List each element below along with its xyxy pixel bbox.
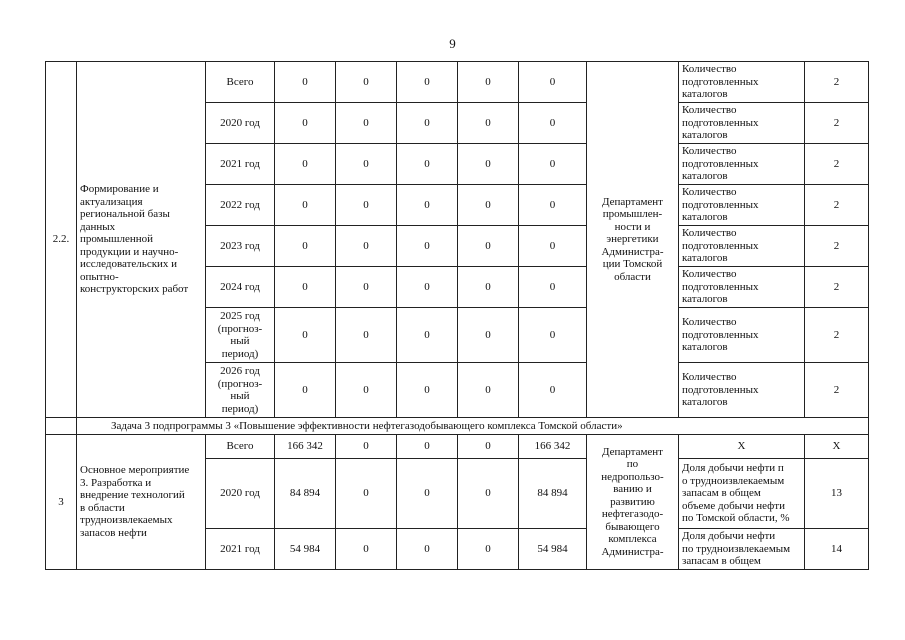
executor-line: бывающего [605, 520, 660, 533]
indicator-line: о трудноизвлекаемым [682, 474, 785, 487]
target-cell: 2 [805, 103, 869, 144]
target-cell: 2 [805, 308, 869, 363]
executor-cell [587, 62, 679, 418]
value-cell: 0 [336, 363, 397, 418]
year-cell [206, 62, 275, 103]
indicator-line: Количество [682, 104, 737, 117]
value-cell: 0 [519, 62, 587, 103]
year-cell [206, 144, 275, 185]
year-cell [206, 103, 275, 144]
value-cell: 0 [458, 267, 519, 308]
value-cell: 0 [397, 144, 458, 185]
activity-title-line: актуализация [80, 195, 143, 208]
value-cell: 0 [519, 363, 587, 418]
target-cell: Х [805, 435, 869, 459]
executor-line: Департамент [601, 195, 663, 208]
executor-line: Департамент [601, 445, 663, 458]
value-cell: 0 [519, 308, 587, 363]
year-cell [206, 435, 275, 459]
year-cell [206, 267, 275, 308]
indicator-line: каталогов [682, 396, 728, 409]
indicator-line: запасам в общем [682, 555, 761, 567]
indicator-line: подготовленных [682, 328, 759, 341]
year-line: 2024 год [220, 280, 260, 293]
indicator-line: Количество [682, 268, 737, 281]
indicator-line: Количество [682, 145, 737, 158]
value-cell: 0 [397, 226, 458, 267]
indicator-cell [679, 363, 805, 418]
value-cell: 0 [275, 226, 336, 267]
value-cell: 0 [336, 62, 397, 103]
year-line: 2023 год [220, 239, 260, 252]
value-cell: 0 [336, 529, 397, 570]
program-table [45, 61, 869, 570]
indicator-line: Количество [682, 63, 737, 76]
activity-title-line: продукции и научно- [80, 245, 179, 258]
table-row [46, 435, 869, 459]
value-cell: 0 [275, 62, 336, 103]
value-cell: 166 342 [275, 435, 336, 459]
indicator-line: Количество [682, 227, 737, 240]
indicator-line: Количество [682, 316, 737, 329]
activity-title-line: 3. Разработка и [80, 476, 152, 489]
value-cell: 0 [397, 363, 458, 418]
executor-line: комплекса [608, 533, 657, 545]
indicator-cell [679, 459, 805, 529]
activity-title-line: конструкторских работ [80, 283, 189, 296]
value-cell: 0 [458, 103, 519, 144]
executor-line: ции Томской [602, 258, 663, 271]
indicator-line: подготовленных [682, 116, 759, 129]
indicator-cell [679, 435, 805, 459]
value-cell: 0 [275, 363, 336, 418]
year-cell [206, 185, 275, 226]
executor-line: ности и [614, 220, 651, 233]
value-cell: 0 [336, 185, 397, 226]
value-cell: 0 [397, 103, 458, 144]
indicator-line: подготовленных [682, 75, 759, 88]
indicator-line: каталогов [682, 252, 728, 265]
year-cell [206, 308, 275, 363]
value-cell: 0 [336, 435, 397, 459]
indicator-line: подготовленных [682, 239, 759, 252]
executor-line: недропользо- [601, 470, 664, 483]
year-line: период) [221, 402, 259, 415]
year-line: (прогноз- [217, 322, 263, 335]
executor-line: области [614, 270, 651, 283]
indicator-cell [679, 103, 805, 144]
year-cell [206, 226, 275, 267]
value-cell: 0 [519, 185, 587, 226]
indicator-cell [679, 267, 805, 308]
table-row [46, 62, 869, 103]
indicator-cell [679, 144, 805, 185]
value-cell: 0 [336, 226, 397, 267]
indicator-line: по Томской области, % [682, 512, 790, 525]
value-cell: 0 [458, 308, 519, 363]
indicator-line: Количество [682, 371, 737, 384]
indicator-line: подготовленных [682, 198, 759, 211]
target-cell: 2 [805, 267, 869, 308]
value-cell: 0 [397, 459, 458, 529]
executor-line: промышлен- [602, 208, 663, 221]
activity-title-line: региональной базы [80, 208, 170, 221]
task-header-row [46, 418, 869, 435]
year-line: период) [221, 347, 259, 360]
indicator-line: каталогов [682, 170, 728, 183]
executor-line: Администра- [601, 245, 664, 258]
value-cell: 84 894 [275, 459, 336, 529]
indicator-line: Количество [682, 186, 737, 199]
value-cell: 0 [519, 144, 587, 185]
year-cell [206, 363, 275, 418]
value-cell: 0 [458, 226, 519, 267]
value-cell: 0 [458, 62, 519, 103]
year-line: 2021 год [220, 157, 260, 170]
activity-title-line: в области [80, 501, 125, 514]
year-line: 2025 год [220, 310, 260, 322]
indicator-line: каталогов [682, 341, 728, 354]
value-cell: 54 984 [275, 529, 336, 570]
row-number: 2.2. [46, 62, 77, 418]
executor-cell [587, 435, 679, 570]
value-cell: 0 [336, 308, 397, 363]
year-line: ный [230, 390, 250, 402]
indicator-line: Х [737, 440, 746, 453]
value-cell: 0 [275, 308, 336, 363]
value-cell: 0 [397, 529, 458, 570]
indicator-line: Доля добычи нефти п [682, 462, 784, 475]
year-line: 2026 год [220, 365, 260, 377]
value-cell: 0 [397, 308, 458, 363]
value-cell: 0 [336, 103, 397, 144]
activity-title-line: исследовательских и [80, 258, 178, 271]
value-cell: 0 [397, 62, 458, 103]
activity-title [77, 435, 206, 570]
value-cell: 0 [275, 103, 336, 144]
activity-title-line: Формирование и [80, 183, 159, 196]
year-line: Всего [226, 75, 254, 88]
executor-line: нефтегазодо- [601, 508, 664, 520]
value-cell: 0 [458, 363, 519, 418]
value-cell: 0 [397, 267, 458, 308]
value-cell: 0 [458, 185, 519, 226]
indicator-line: подготовленных [682, 157, 759, 170]
indicator-cell [679, 308, 805, 363]
indicator-cell [679, 62, 805, 103]
value-cell: 0 [336, 459, 397, 529]
target-cell: 13 [805, 459, 869, 529]
empty-cell [46, 418, 77, 435]
target-cell: 2 [805, 62, 869, 103]
value-cell: 0 [458, 529, 519, 570]
target-cell: 2 [805, 363, 869, 418]
executor-line: Администра- [601, 545, 664, 558]
executor-line: развитию [610, 495, 655, 508]
indicator-line: каталогов [682, 211, 728, 224]
row-number: 3 [46, 435, 77, 570]
value-cell: 84 894 [519, 459, 587, 529]
indicator-line: по трудноизвлекаемым [682, 542, 791, 555]
value-cell: 0 [458, 459, 519, 529]
value-cell: 0 [397, 435, 458, 459]
year-line: 2021 год [220, 542, 260, 555]
activity-title-line: трудноизвлекаемых [80, 514, 173, 527]
indicator-line: подготовленных [682, 383, 759, 396]
page-number: 9 [449, 36, 456, 51]
target-cell: 2 [805, 185, 869, 226]
executor-line: энергетики [606, 233, 659, 246]
value-cell: 0 [397, 185, 458, 226]
indicator-line: запасам в общем [682, 487, 761, 500]
executor-line: ванию и [613, 483, 652, 495]
task-header: Задача 3 подпрограммы 3 «Повышение эффективности нефтегазодобывающего комплекса Томской области» [77, 418, 869, 435]
activity-title-line: данных [80, 220, 116, 233]
activity-title-line: запасов нефти [80, 526, 147, 539]
activity-title-line: Основное мероприятие [80, 464, 190, 477]
indicator-line: подготовленных [682, 280, 759, 293]
year-line: 2022 год [220, 198, 260, 211]
target-cell: 2 [805, 144, 869, 185]
value-cell: 0 [519, 267, 587, 308]
target-cell: 14 [805, 529, 869, 570]
value-cell: 0 [275, 144, 336, 185]
value-cell: 0 [336, 144, 397, 185]
activity-title-line: опытно- [80, 270, 119, 283]
value-cell: 0 [275, 185, 336, 226]
indicator-line: каталогов [682, 129, 728, 142]
activity-title-line: внедрение технологий [80, 489, 185, 502]
year-line: Всего [226, 440, 254, 453]
year-cell [206, 459, 275, 529]
value-cell: 0 [519, 226, 587, 267]
activity-title-line: промышленной [80, 233, 154, 246]
value-cell: 0 [519, 103, 587, 144]
value-cell: 54 984 [519, 529, 587, 570]
value-cell: 0 [458, 435, 519, 459]
indicator-cell [679, 529, 805, 570]
activity-title [77, 62, 206, 418]
indicator-line: каталогов [682, 293, 728, 306]
indicator-cell [679, 185, 805, 226]
indicator-line: объеме добычи нефти [682, 499, 785, 512]
target-cell: 2 [805, 226, 869, 267]
year-line: 2020 год [220, 116, 260, 129]
indicator-line: Доля добычи нефти [682, 530, 776, 542]
indicator-cell [679, 226, 805, 267]
value-cell: 0 [458, 144, 519, 185]
executor-line: по [626, 458, 639, 470]
year-line: ный [230, 335, 250, 347]
value-cell: 0 [275, 267, 336, 308]
year-line: (прогноз- [217, 377, 263, 390]
year-cell [206, 529, 275, 570]
year-line: 2020 год [220, 487, 260, 500]
value-cell: 166 342 [519, 435, 587, 459]
indicator-line: каталогов [682, 88, 728, 101]
value-cell: 0 [336, 267, 397, 308]
